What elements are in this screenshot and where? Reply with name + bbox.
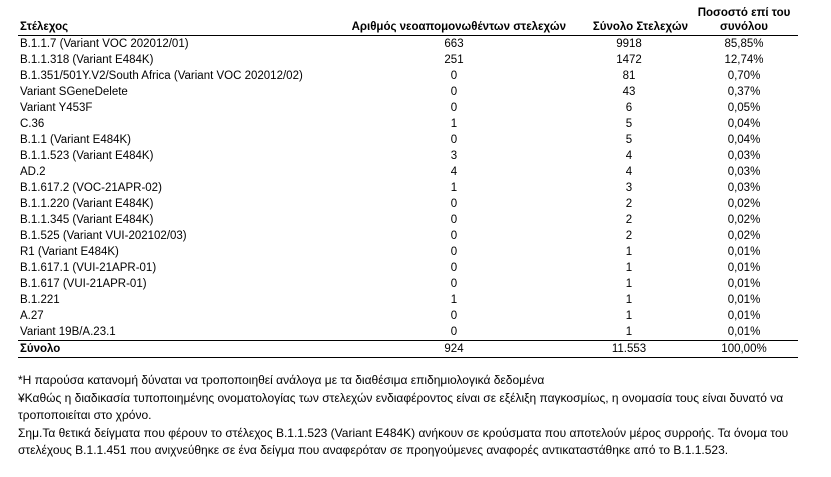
cell-new: 0 <box>450 214 458 226</box>
cell-new: 0 <box>450 102 458 114</box>
cell-percent: 0,04% <box>727 118 761 130</box>
table-row <box>18 196 798 212</box>
cell-percent: 0,02% <box>727 214 761 226</box>
cell-percent: 0,37% <box>727 86 761 98</box>
cell-percent: 0,01% <box>727 246 761 258</box>
header-percent: Ποσοστό επί του συνόλου <box>697 7 791 33</box>
total-row <box>18 341 798 358</box>
table-row <box>18 164 798 180</box>
cell-new: 0 <box>450 134 458 146</box>
cell-total: 1472 <box>616 54 642 66</box>
cell-percent: 85,85% <box>724 38 764 50</box>
total-total: 11.553 <box>611 343 647 355</box>
cell-total: 81 <box>622 70 636 82</box>
cell-total: 1 <box>625 262 633 274</box>
cell-new: 251 <box>444 54 464 66</box>
header-strain: Στέλεχος <box>20 21 69 33</box>
cell-total: 2 <box>625 198 633 210</box>
cell-new: 0 <box>450 262 458 274</box>
cell-total: 2 <box>625 214 633 226</box>
cell-new: 663 <box>444 38 464 50</box>
cell-strain: B.1.1.345 (Variant E484K) <box>20 214 154 226</box>
cell-new: 1 <box>450 182 458 194</box>
cell-total: 4 <box>625 166 633 178</box>
cell-strain: B.1.1.523 (Variant E484K) <box>20 150 154 162</box>
cell-strain: R1 (Variant E484K) <box>20 246 119 258</box>
cell-new: 3 <box>450 150 458 162</box>
total-new: 924 <box>444 343 464 355</box>
table-row <box>18 100 798 116</box>
cell-strain: B.1.1 (Variant E484K) <box>20 134 132 146</box>
note-cluster: Σημ.Τα θετικά δείγματα που φέρουν το στέλεχος B.1.1.523 (Variant E484K) ανήκουν σε κρούσματα που αποτελούν μέρος συρροής. Τα όνομα του στελέχους B.1.1.451 που ανιχνεύθηκε σε ένα δείγμα που αναφερόταν σε προηγούμενες αναφορές αντικαταστάθηκε από το B.1.1.523. <box>18 425 789 457</box>
cell-percent: 0,01% <box>727 278 761 290</box>
cell-total: 1 <box>625 294 633 306</box>
cell-percent: 0,70% <box>727 70 761 82</box>
notes-section <box>18 372 818 460</box>
cell-percent: 12,74% <box>724 54 764 66</box>
cell-strain: B.1.1.220 (Variant E484K) <box>20 198 154 210</box>
cell-percent: 0,01% <box>727 326 761 338</box>
cell-percent: 0,02% <box>727 198 761 210</box>
cell-new: 4 <box>450 166 458 178</box>
variants-table <box>18 6 798 358</box>
variants-table-container <box>18 6 798 358</box>
header-new-isolated: Αριθμός νεοαπομονωθέντων στελεχών <box>351 21 566 33</box>
cell-new: 0 <box>450 310 458 322</box>
cell-percent: 0,01% <box>727 294 761 306</box>
table-row <box>18 116 798 132</box>
cell-strain: Variant 19B/A.23.1 <box>20 326 116 338</box>
table-row <box>18 148 798 164</box>
cell-total: 3 <box>625 182 633 194</box>
cell-strain: C.36 <box>20 118 45 130</box>
cell-total: 43 <box>622 86 636 98</box>
cell-percent: 0,01% <box>727 262 761 274</box>
table-row <box>18 52 798 68</box>
cell-total: 1 <box>625 246 633 258</box>
cell-new: 0 <box>450 198 458 210</box>
cell-new: 0 <box>450 70 458 82</box>
table-row <box>18 36 798 53</box>
table-row <box>18 308 798 324</box>
cell-percent: 0,02% <box>727 230 761 242</box>
cell-percent: 0,03% <box>727 166 761 178</box>
cell-total: 5 <box>625 118 633 130</box>
cell-total: 9918 <box>616 38 642 50</box>
table-header-row <box>18 6 798 36</box>
table-row <box>18 84 798 100</box>
cell-strain: B.1.617.1 (VUI-21APR-01) <box>20 262 157 274</box>
cell-strain: Variant Y453F <box>20 102 93 114</box>
cell-strain: B.1.221 <box>20 294 60 306</box>
note-distribution: *Η παρούσα κατανομή δύναται να τροποποιηθεί ανάλογα με τα διαθέσιμα επιδημιολογικά δεδομένα <box>18 373 545 387</box>
cell-total: 4 <box>625 150 633 162</box>
cell-strain: Variant SGeneDelete <box>20 86 128 98</box>
table-row <box>18 292 798 308</box>
cell-total: 6 <box>625 102 633 114</box>
cell-new: 0 <box>450 246 458 258</box>
cell-strain: B.1.1.318 (Variant E484K) <box>20 54 154 66</box>
cell-new: 0 <box>450 86 458 98</box>
cell-total: 1 <box>625 310 633 322</box>
cell-strain: A.27 <box>20 310 44 322</box>
cell-strain: B.1.351/501Y.V2/South Africa (Variant VOC 202012/02) <box>20 70 303 82</box>
cell-percent: 0,04% <box>727 134 761 146</box>
header-total: Σύνολο Στελεχών <box>592 21 688 33</box>
cell-new: 0 <box>450 230 458 242</box>
table-row <box>18 180 798 196</box>
cell-new: 1 <box>450 294 458 306</box>
cell-percent: 0,03% <box>727 150 761 162</box>
table-row <box>18 260 798 276</box>
cell-total: 1 <box>625 278 633 290</box>
cell-percent: 0,01% <box>727 310 761 322</box>
cell-percent: 0,05% <box>727 102 761 114</box>
cell-new: 0 <box>450 326 458 338</box>
table-row <box>18 324 798 341</box>
cell-new: 0 <box>450 278 458 290</box>
table-row <box>18 68 798 84</box>
table-row <box>18 244 798 260</box>
table-row <box>18 228 798 244</box>
cell-strain: AD.2 <box>20 166 46 178</box>
note-nomenclature: ¥Καθώς η διαδικασία τυποποιημένης ονοματολογίας των στελεχών ενδιαφέροντος είναι σε εξέλιξη παγκοσμίως, η ονομασία τους είναι δυνατό να τροποποιείται στο χρόνο. <box>18 390 784 422</box>
cell-percent: 0,03% <box>727 182 761 194</box>
cell-total: 1 <box>625 326 633 338</box>
cell-total: 5 <box>625 134 633 146</box>
table-row <box>18 276 798 292</box>
cell-strain: B.1.617 (VUI-21APR-01) <box>20 278 147 290</box>
total-percent: 100,00% <box>721 343 767 355</box>
cell-new: 1 <box>450 118 458 130</box>
cell-total: 2 <box>625 230 633 242</box>
total-label: Σύνολο <box>20 343 61 355</box>
table-row <box>18 212 798 228</box>
table-body <box>18 36 798 341</box>
cell-strain: B.1.525 (Variant VUI-202102/03) <box>20 230 187 242</box>
cell-strain: B.1.1.7 (Variant VOC 202012/01) <box>20 38 189 50</box>
cell-strain: B.1.617.2 (VOC-21APR-02) <box>20 182 162 194</box>
table-row <box>18 132 798 148</box>
